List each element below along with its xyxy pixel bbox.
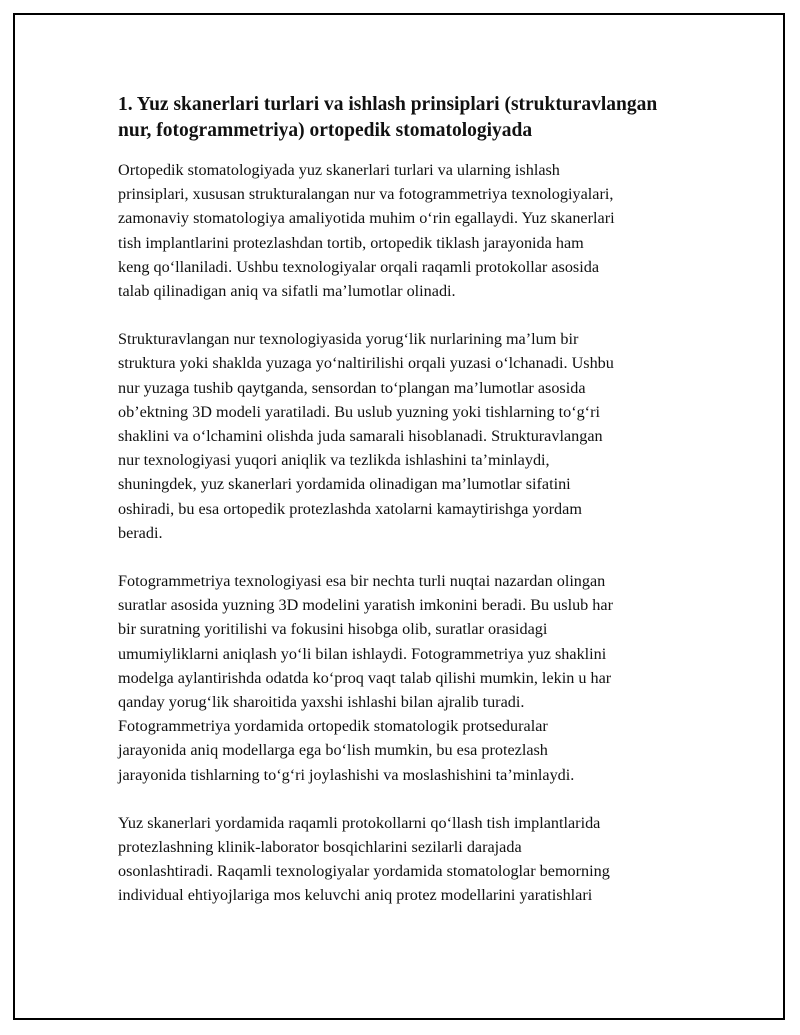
paragraph-structured-light (118, 327, 688, 545)
text-line: jarayonida tishlarning to‘g‘ri joylashishi va moslashishini ta’minlaydi. (118, 765, 575, 784)
text-line: modelga aylantirishda odatda ko‘proq vaqt talab qilishi mumkin, lekin u har (118, 668, 612, 687)
text-line: ob’ektning 3D modeli yaratiladi. Bu uslub yuzning yoki tishlarning to‘g‘ri (118, 402, 600, 421)
paragraph-photogrammetry (118, 569, 688, 787)
text-line: Fotogrammetriya yordamida ortopedik stomatologik protseduralar (118, 717, 548, 736)
title-line: (strukturavlangan nur, fotogrammetriya) ortopedik (118, 94, 658, 141)
text-line: shuningdek, yuz skanerlari yordamida olinadigan ma’lumotlar sifatini (118, 475, 571, 494)
text-line: keng qo‘llaniladi. Ushbu texnologiyalar orqali raqamli protokollar asosida (118, 257, 600, 276)
paragraph-intro (118, 158, 688, 303)
text-line: beradi. (118, 523, 163, 542)
text-line: umumiyliklarni aniqlash yo‘li bilan ishlaydi. Fotogrammetriya yuz shaklini (118, 644, 607, 663)
document-body (118, 92, 688, 932)
title-line: stomatologiyada (395, 120, 533, 141)
text-line: Ortopedik stomatologiyada yuz skanerlari turlari va ularning ishlash (118, 161, 560, 179)
text-line: Strukturavlangan nur texnologiyasida yorug‘lik nurlarining ma’lum bir (118, 330, 579, 349)
text-line: individual ehtiyojlariga mos keluvchi aniq protez modellarini yaratishlari (118, 886, 593, 905)
text-line: protezlashning klinik-laborator bosqichlarini sezilarli darajada (118, 838, 522, 857)
text-line: struktura yoki shaklda yuzaga yo‘naltirilishi orqali yuzasi o‘lchanadi. Ushbu (118, 354, 614, 373)
paragraph-digital-protocols (118, 811, 688, 908)
text-line: qanday yorug‘lik sharoitida yaxshi ishlashi bilan ajralib turadi. (118, 693, 525, 712)
text-line: Yuz skanerlari yordamida raqamli protokollarni qo‘llash tish implantlarida (118, 813, 601, 832)
section-title (118, 92, 688, 144)
text-line: prinsiplari, xususan strukturalangan nur va fotogrammetriya texnologiyalari, (118, 185, 614, 204)
text-line: tish implantlarini protezlashdan tortib, ortopedik tiklash jarayonida ham (118, 233, 584, 252)
text-line: shaklini va o‘lchamini olishda juda samarali hisoblanadi. Strukturavlangan (118, 427, 603, 446)
text-line: osonlashtiradi. Raqamli texnologiyalar yordamida stomatologlar bemorning (118, 862, 610, 881)
text-line: Fotogrammetriya texnologiyasi esa bir nechta turli nuqtai nazardan olingan (118, 572, 606, 591)
text-line: talab qilinadigan aniq va sifatli ma’lumotlar olinadi. (118, 282, 456, 301)
text-line: nur texnologiyasi yuqori aniqlik va tezlikda ishlashini ta’minlaydi, (118, 451, 550, 470)
text-line: zamonaviy stomatologiya amaliyotida muhim o‘rin egallaydi. Yuz skanerlari (118, 209, 615, 228)
text-line: suratlar asosida yuzning 3D modelini yaratish imkonini beradi. Bu uslub har (118, 596, 613, 615)
text-line: bir suratning yoritilishi va fokusini hisobga olib, suratlar orasidagi (118, 620, 548, 639)
text-line: oshiradi, bu esa ortopedik protezlashda xatolarni kamaytirishga yordam (118, 499, 582, 518)
text-line: jarayonida aniq modellarga ega bo‘lish mumkin, bu esa protezlash (118, 741, 548, 760)
text-line: nur yuzaga tushib qaytganda, sensordan to‘plangan ma’lumotlar asosida (118, 378, 586, 397)
title-line: 1. Yuz skanerlari turlari va ishlash prinsiplari (118, 94, 500, 115)
